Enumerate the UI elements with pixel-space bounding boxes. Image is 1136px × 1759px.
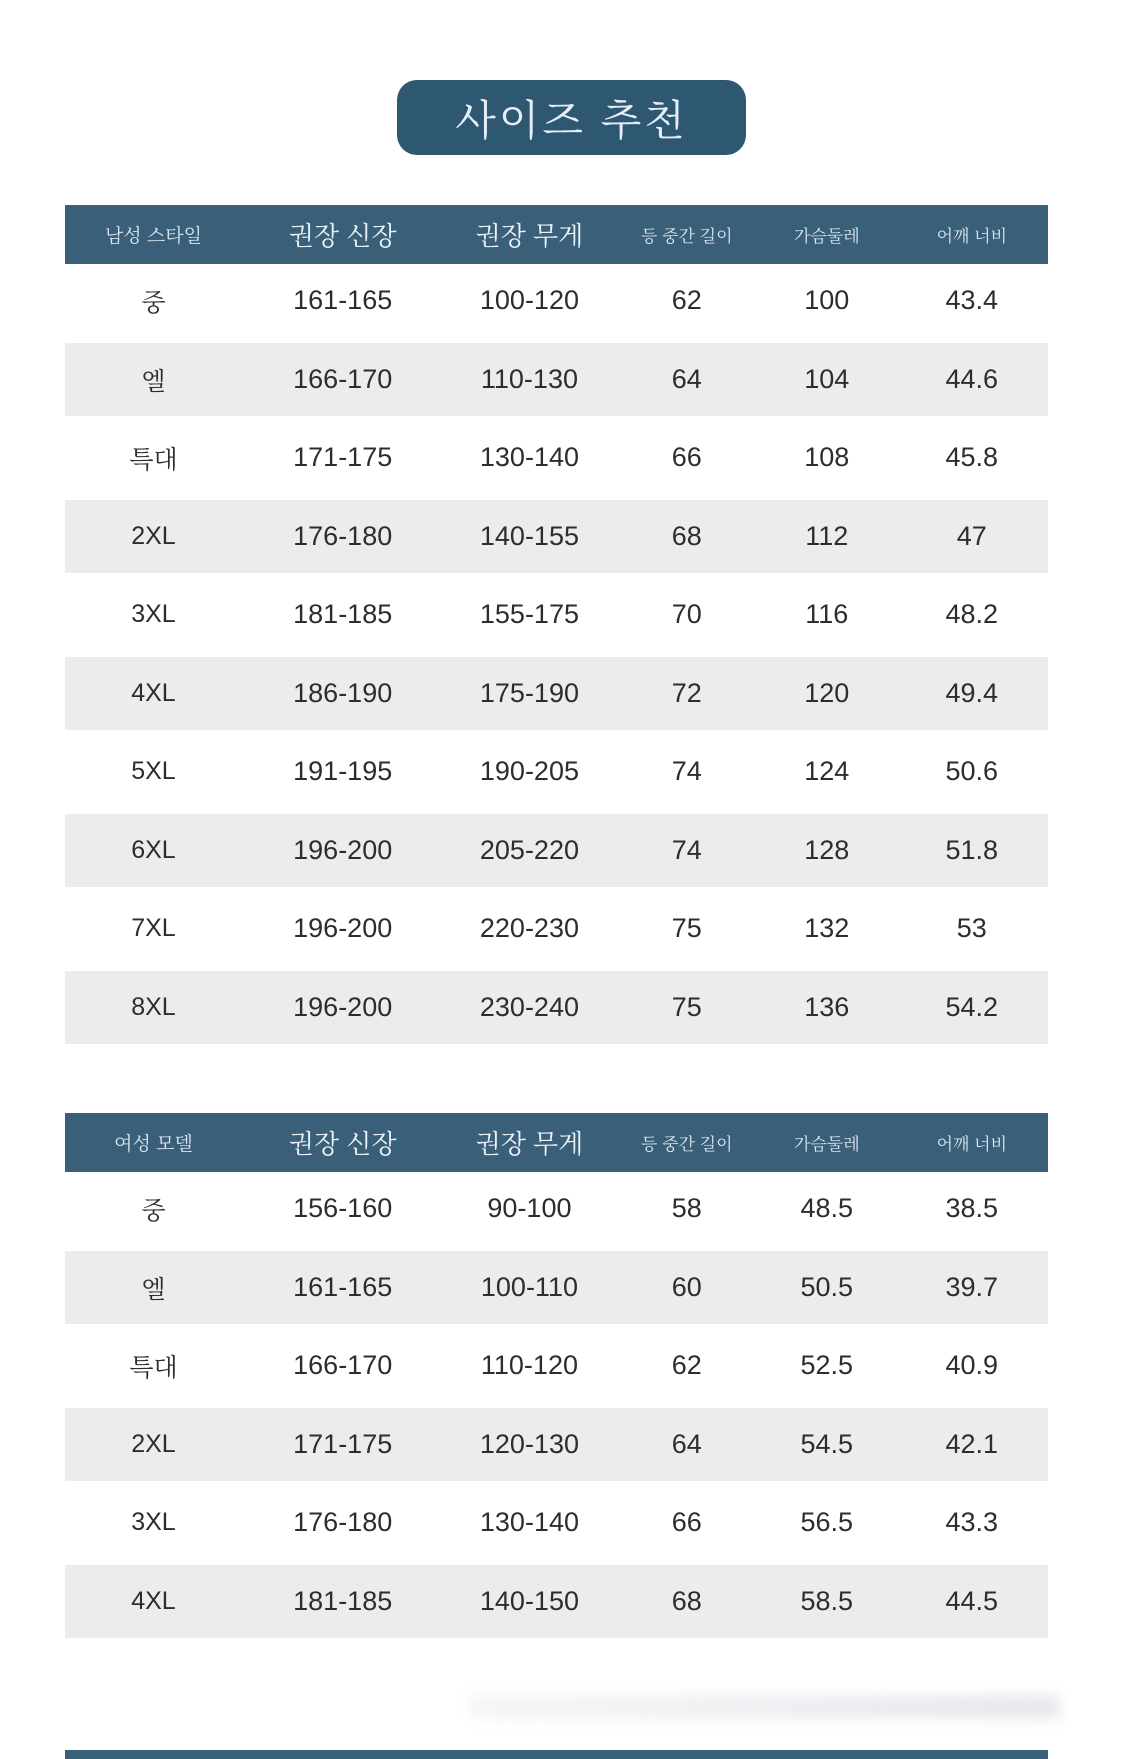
table-row [65, 497, 1048, 576]
value-cell: 44.6 [896, 340, 1048, 419]
size-cell: 특대 [65, 1327, 242, 1406]
next-section-header-sliver [65, 1750, 1048, 1759]
value-cell: 196-200 [242, 890, 444, 969]
size-cell: 엘 [65, 340, 242, 419]
value-cell: 44.5 [896, 1562, 1048, 1641]
value-cell: 58.5 [758, 1562, 896, 1641]
value-cell: 181-185 [242, 576, 444, 655]
value-cell: 48.5 [758, 1172, 896, 1248]
value-cell: 60 [615, 1248, 758, 1327]
value-cell: 66 [615, 419, 758, 498]
value-cell: 66 [615, 1484, 758, 1563]
size-cell: 3XL [65, 576, 242, 655]
table-row [65, 576, 1048, 655]
value-cell: 112 [758, 497, 896, 576]
value-cell: 128 [758, 811, 896, 890]
page-title [397, 80, 746, 155]
value-cell: 104 [758, 340, 896, 419]
value-cell: 171-175 [242, 419, 444, 498]
table-row [65, 1327, 1048, 1406]
table-row [65, 1562, 1048, 1641]
value-cell: 68 [615, 497, 758, 576]
header-women-model: 여성 모델 [65, 1113, 242, 1172]
value-cell: 166-170 [242, 340, 444, 419]
value-cell: 43.4 [896, 264, 1048, 340]
size-cell: 4XL [65, 654, 242, 733]
value-cell: 74 [615, 811, 758, 890]
value-cell: 205-220 [443, 811, 615, 890]
value-cell: 53 [896, 890, 1048, 969]
table-row [65, 1248, 1048, 1327]
table-row [65, 419, 1048, 498]
value-cell: 64 [615, 340, 758, 419]
value-cell: 54.2 [896, 968, 1048, 1047]
value-cell: 75 [615, 968, 758, 1047]
value-cell: 181-185 [242, 1562, 444, 1641]
men-size-table-grid [65, 205, 1048, 1049]
page-title-label: 사이즈 추천 [455, 96, 688, 144]
table-row [65, 968, 1048, 1047]
value-cell: 48.2 [896, 576, 1048, 655]
value-cell: 56.5 [758, 1484, 896, 1563]
header-recommended-weight: 권장 무게 [443, 205, 615, 264]
size-cell: 3XL [65, 1484, 242, 1563]
value-cell: 220-230 [443, 890, 615, 969]
value-cell: 140-150 [443, 1562, 615, 1641]
value-cell: 45.8 [896, 419, 1048, 498]
value-cell: 62 [615, 1327, 758, 1406]
header-recommended-weight: 권장 무게 [443, 1113, 615, 1172]
value-cell: 90-100 [443, 1172, 615, 1248]
value-cell: 110-120 [443, 1327, 615, 1406]
value-cell: 140-155 [443, 497, 615, 576]
size-cell: 2XL [65, 497, 242, 576]
value-cell: 74 [615, 733, 758, 812]
value-cell: 132 [758, 890, 896, 969]
value-cell: 47 [896, 497, 1048, 576]
women-size-table [65, 1113, 1048, 1643]
table-row [65, 1172, 1048, 1248]
value-cell: 39.7 [896, 1248, 1048, 1327]
value-cell: 196-200 [242, 968, 444, 1047]
value-cell: 70 [615, 576, 758, 655]
value-cell: 124 [758, 733, 896, 812]
table-row [65, 264, 1048, 340]
value-cell: 120 [758, 654, 896, 733]
value-cell: 161-165 [242, 1248, 444, 1327]
table-row [65, 654, 1048, 733]
table-row [65, 1484, 1048, 1563]
size-cell: 4XL [65, 1562, 242, 1641]
value-cell: 190-205 [443, 733, 615, 812]
women-size-table-grid [65, 1113, 1048, 1643]
size-cell: 8XL [65, 968, 242, 1047]
value-cell: 43.3 [896, 1484, 1048, 1563]
value-cell: 136 [758, 968, 896, 1047]
table-row [65, 890, 1048, 969]
value-cell: 186-190 [242, 654, 444, 733]
header-shoulder: 어깨 너비 [896, 1113, 1048, 1172]
header-chest: 가슴둘레 [758, 1113, 896, 1172]
size-cell: 중 [65, 1172, 242, 1248]
value-cell: 54.5 [758, 1405, 896, 1484]
value-cell: 130-140 [443, 1484, 615, 1563]
value-cell: 62 [615, 264, 758, 340]
size-cell: 6XL [65, 811, 242, 890]
value-cell: 155-175 [443, 576, 615, 655]
value-cell: 49.4 [896, 654, 1048, 733]
value-cell: 176-180 [242, 1484, 444, 1563]
size-cell: 7XL [65, 890, 242, 969]
header-recommended-height: 권장 신장 [242, 1113, 444, 1172]
value-cell: 100-120 [443, 264, 615, 340]
size-cell: 중 [65, 264, 242, 340]
value-cell: 116 [758, 576, 896, 655]
value-cell: 100-110 [443, 1248, 615, 1327]
value-cell: 108 [758, 419, 896, 498]
value-cell: 40.9 [896, 1327, 1048, 1406]
value-cell: 120-130 [443, 1405, 615, 1484]
table-row [65, 1405, 1048, 1484]
table-row [65, 340, 1048, 419]
table-header-row [65, 205, 1048, 264]
value-cell: 176-180 [242, 497, 444, 576]
header-shoulder: 어깨 너비 [896, 205, 1048, 264]
value-cell: 100 [758, 264, 896, 340]
value-cell: 51.8 [896, 811, 1048, 890]
value-cell: 166-170 [242, 1327, 444, 1406]
table-row [65, 811, 1048, 890]
value-cell: 130-140 [443, 419, 615, 498]
value-cell: 38.5 [896, 1172, 1048, 1248]
value-cell: 230-240 [443, 968, 615, 1047]
value-cell: 50.5 [758, 1248, 896, 1327]
header-recommended-height: 권장 신장 [242, 205, 444, 264]
header-back-length: 등 중간 길이 [615, 1113, 758, 1172]
value-cell: 196-200 [242, 811, 444, 890]
header-chest: 가슴둘레 [758, 205, 896, 264]
value-cell: 75 [615, 890, 758, 969]
table-header-row [65, 1113, 1048, 1172]
value-cell: 52.5 [758, 1327, 896, 1406]
size-cell: 특대 [65, 419, 242, 498]
size-cell: 엘 [65, 1248, 242, 1327]
size-cell: 5XL [65, 733, 242, 812]
header-men-style: 남성 스타일 [65, 205, 242, 264]
size-cell: 2XL [65, 1405, 242, 1484]
value-cell: 42.1 [896, 1405, 1048, 1484]
value-cell: 72 [615, 654, 758, 733]
men-size-table [65, 205, 1048, 1049]
table-row [65, 733, 1048, 812]
value-cell: 161-165 [242, 264, 444, 340]
value-cell: 110-130 [443, 340, 615, 419]
watermark-smudge [470, 1695, 1060, 1719]
value-cell: 171-175 [242, 1405, 444, 1484]
value-cell: 156-160 [242, 1172, 444, 1248]
value-cell: 68 [615, 1562, 758, 1641]
value-cell: 191-195 [242, 733, 444, 812]
value-cell: 64 [615, 1405, 758, 1484]
value-cell: 175-190 [443, 654, 615, 733]
header-back-length: 등 중간 길이 [615, 205, 758, 264]
value-cell: 50.6 [896, 733, 1048, 812]
value-cell: 58 [615, 1172, 758, 1248]
